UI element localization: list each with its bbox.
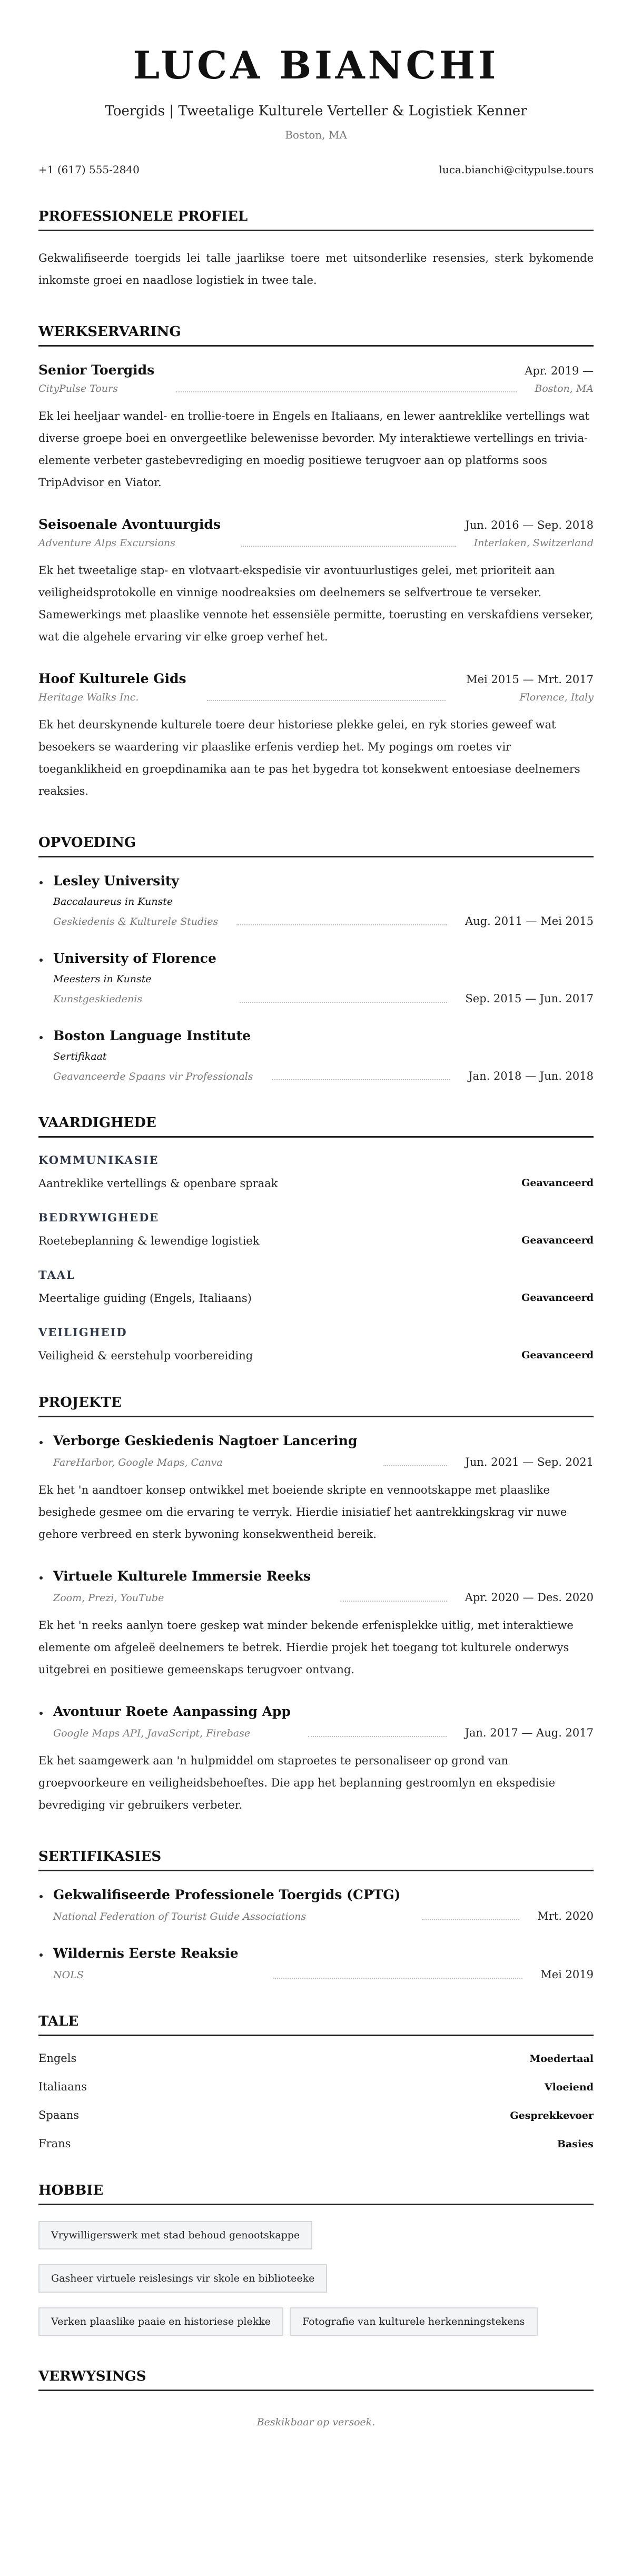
section-title: WERKSERVARING bbox=[38, 324, 594, 347]
job-title: Hoof Kulturele Gids bbox=[38, 671, 186, 686]
certification-name: Wildernis Eerste Reaksie bbox=[53, 1946, 239, 1961]
skill-group bbox=[38, 1211, 594, 1247]
project-date: Jun. 2021 — Sep. 2021 bbox=[465, 1456, 594, 1468]
job-entry bbox=[38, 671, 594, 802]
certification-entry bbox=[38, 1887, 594, 1922]
education-date: Sep. 2015 — Jun. 2017 bbox=[465, 992, 594, 1005]
language-row bbox=[38, 2052, 594, 2065]
job-entry bbox=[38, 362, 594, 494]
job-description: Ek het deurskynende kulturele toere deur historiese plekke gelei, en ryk stories geweef wat besoekers se waardering vir plaaslike erfenis verdiep het. My pogings om roetes vir toeganklikheid en groepdinamika aan te pas het bygedra tot konsekwent entoesiase deelnemers reaksies. bbox=[38, 718, 580, 797]
section-title: PROFESSIONELE PROFIEL bbox=[38, 209, 594, 231]
certification-date: Mrt. 2020 bbox=[537, 1910, 594, 1922]
language-level: Gesprekkevoer bbox=[510, 2110, 594, 2121]
certification-entry bbox=[38, 1946, 594, 1981]
project-name: Virtuele Kulturele Immersie Reeks bbox=[53, 1568, 311, 1584]
hobbies-section bbox=[38, 2183, 594, 2336]
degree: Baccalaureus in Kunste bbox=[53, 896, 173, 907]
profile-summary: Gekwalifiseerde toergids lei talle jaarlikse toere met uitsonderlike resensies, sterk bykomende inkomste groei en naadlose logistiek in twee tale. bbox=[38, 252, 594, 287]
skill-level: Geavanceerd bbox=[521, 1292, 594, 1304]
job-description: Ek lei heeljaar wandel- en trollie-toere in Engels en Italiaans, en lewer aantreklike vertellings wat diverse groepe boei en onvergeetlike belewenisse bevorder. My interaktiewe vertellings en trivia-elemente verbeter gastebevrediging en moedig positiewe terugvoer aan op platforms soos TripAdvisor en Viator. bbox=[38, 410, 589, 489]
skill-category: BEDRYWIGHEDE bbox=[38, 1211, 160, 1224]
project-entry bbox=[38, 1568, 594, 1681]
skill-category: KOMMUNIKASIE bbox=[38, 1153, 159, 1167]
contact-row bbox=[38, 163, 594, 176]
language-name: Spaans bbox=[38, 2109, 80, 2121]
project-name: Avontuur Roete Aanpassing App bbox=[53, 1704, 291, 1719]
section-title: SERTIFIKASIES bbox=[38, 1849, 594, 1871]
dotted-leader bbox=[340, 1601, 447, 1602]
skills-section bbox=[38, 1115, 594, 1362]
dotted-leader bbox=[207, 700, 446, 701]
skill-name: Roetebeplanning & lewendige logistiek bbox=[38, 1235, 260, 1247]
dotted-leader bbox=[273, 1978, 522, 1979]
skill-name: Meertalige guiding (Engels, Italiaans) bbox=[38, 1292, 252, 1305]
project-date: Apr. 2020 — Des. 2020 bbox=[465, 1591, 594, 1604]
dotted-leader bbox=[383, 1465, 448, 1466]
language-name: Engels bbox=[38, 2052, 77, 2065]
job-location: Florence, Italy bbox=[519, 692, 594, 703]
project-name: Verborge Geskiedenis Nagtoer Lancering bbox=[53, 1433, 358, 1448]
candidate-name: LUCA BIANCHI bbox=[133, 43, 499, 87]
language-name: Frans bbox=[38, 2137, 71, 2150]
section-title: VERWYSINGS bbox=[38, 2368, 594, 2391]
job-company: CityPulse Tours bbox=[38, 383, 118, 394]
references-note: Beskikbaar op versoek. bbox=[256, 2416, 376, 2428]
project-entry bbox=[38, 1433, 594, 1545]
language-level: Moedertaal bbox=[529, 2053, 594, 2065]
section-title: HOBBIE bbox=[38, 2183, 594, 2205]
project-description: Ek het 'n reeks aanlyn toere geskep wat minder bekende erfenisplekke uitlig, met interaktiewe elemente om afgeleë deelnemers te betrek. Hierdie projek het toegang tot kulturele onderwys uitgebrei en positiewe gemeenskaps terugvoer ontvang. bbox=[38, 1619, 574, 1676]
education-entry bbox=[38, 951, 594, 1005]
skill-level: Geavanceerd bbox=[521, 1349, 594, 1361]
school-name: Boston Language Institute bbox=[53, 1028, 251, 1043]
certification-date: Mei 2019 bbox=[540, 1968, 594, 1981]
projects-section bbox=[38, 1395, 594, 1816]
section-title: OPVOEDING bbox=[38, 835, 594, 857]
job-date: Apr. 2019 — bbox=[525, 364, 594, 377]
section-title: PROJEKTE bbox=[38, 1395, 594, 1417]
job-location: Boston, MA bbox=[535, 383, 594, 394]
skill-group bbox=[38, 1326, 594, 1362]
language-level: Vloeiend bbox=[544, 2081, 594, 2093]
school-name: Lesley University bbox=[53, 873, 179, 889]
education-entry bbox=[38, 1028, 594, 1082]
dotted-leader bbox=[308, 1736, 447, 1737]
skill-group bbox=[38, 1268, 594, 1305]
education-date: Aug. 2011 — Mei 2015 bbox=[465, 915, 594, 927]
job-entry bbox=[38, 517, 594, 648]
dotted-leader bbox=[236, 924, 447, 925]
certification-issuer: National Federation of Tourist Guide Associations bbox=[53, 1911, 307, 1922]
project-tools: Zoom, Prezi, YouTube bbox=[53, 1592, 164, 1604]
project-description: Ek het saamgewerk aan 'n hulpmiddel om staproetes te personaliseer op grond van groepvoorkeure en veiligheidsbehoeftes. Die app het beplanning gestroomlyn en ekspedisie bevrediging vir gebruikers verbeter. bbox=[38, 1754, 556, 1811]
field-of-study: Geskiedenis & Kulturele Studies bbox=[53, 916, 219, 927]
experience-section bbox=[38, 324, 594, 802]
references-section bbox=[38, 2368, 594, 2528]
skill-group bbox=[38, 1153, 594, 1190]
job-date: Jun. 2016 — Sep. 2018 bbox=[465, 519, 594, 531]
project-tools: FareHarbor, Google Maps, Canva bbox=[53, 1457, 223, 1468]
dotted-leader bbox=[241, 546, 456, 547]
skill-name: Veiligheid & eerstehulp voorbereiding bbox=[38, 1349, 253, 1362]
field-of-study: Geavanceerde Spaans vir Professionals bbox=[53, 1071, 253, 1082]
certifications-section bbox=[38, 1849, 594, 1981]
hobby-tag: Fotografie van kulturele herkenningstekens bbox=[290, 2307, 538, 2336]
candidate-location: Boston, MA bbox=[285, 129, 347, 141]
field-of-study: Kunstgeskiedenis bbox=[53, 993, 143, 1005]
education-section bbox=[38, 835, 594, 1082]
dotted-leader bbox=[272, 1079, 451, 1080]
candidate-tagline: Toergids | Tweetalige Kulturele Verteller & Logistiek Kenner bbox=[105, 103, 527, 119]
language-row bbox=[38, 2137, 594, 2150]
section-title: TALE bbox=[38, 2014, 594, 2036]
degree: Meesters in Kunste bbox=[53, 973, 152, 985]
skill-level: Geavanceerd bbox=[521, 1177, 594, 1189]
job-company: Heritage Walks Inc. bbox=[38, 692, 139, 703]
project-tools: Google Maps API, JavaScript, Firebase bbox=[53, 1728, 251, 1739]
education-date: Jan. 2018 — Jun. 2018 bbox=[468, 1070, 594, 1082]
certification-issuer: NOLS bbox=[53, 1969, 84, 1981]
project-entry bbox=[38, 1704, 594, 1816]
resume-header bbox=[38, 0, 594, 176]
school-name: University of Florence bbox=[53, 951, 216, 966]
job-location: Interlaken, Switzerland bbox=[473, 537, 594, 549]
phone-number: +1 (617) 555-2840 bbox=[38, 163, 140, 176]
job-title: Senior Toergids bbox=[38, 362, 155, 378]
skill-category: VEILIGHEID bbox=[38, 1326, 127, 1339]
languages-section bbox=[38, 2014, 594, 2150]
hobby-tag: Vrywilligerswerk met stad behoud genootskappe bbox=[38, 2221, 312, 2249]
skill-category: TAAL bbox=[38, 1268, 75, 1281]
language-level: Basies bbox=[557, 2138, 594, 2150]
education-entry bbox=[38, 873, 594, 927]
language-row bbox=[38, 2080, 594, 2093]
email-address: luca.bianchi@citypulse.tours bbox=[439, 163, 594, 176]
dotted-leader bbox=[240, 1002, 447, 1003]
project-date: Jan. 2017 — Aug. 2017 bbox=[465, 1726, 594, 1739]
job-date: Mei 2015 — Mrt. 2017 bbox=[466, 673, 594, 686]
hobby-tags bbox=[38, 2221, 594, 2336]
dotted-leader bbox=[422, 1919, 519, 1920]
job-description: Ek het tweetalige stap- en vlotvaart-ekspedisie vir avontuurlustiges gelei, met prioriteit aan veiligheidsprotokolle en vinnige noodreaksies om deelnemers se selfvertroue te verseker. Samewerkings met plaaslike vennote het essensiële permitte, toerusting en verskafdiens verseker, wat die algehele ervaring vir elke groep verhef het. bbox=[38, 564, 594, 643]
language-row bbox=[38, 2109, 594, 2121]
certification-name: Gekwalifiseerde Professionele Toergids (CPTG) bbox=[53, 1887, 401, 1902]
profile-section bbox=[38, 209, 594, 291]
degree: Sertifikaat bbox=[53, 1051, 107, 1062]
job-company: Adventure Alps Excursions bbox=[38, 537, 175, 549]
section-title: VAARDIGHEDE bbox=[38, 1115, 594, 1138]
project-description: Ek het 'n aandtoer konsep ontwikkel met boeiende skripte en vennootskappe met plaaslike besighede gesmee om die ervaring te verryk. Hierdie inisiatief het aantrekkingskrag vir nuwe gehore verbreed en sterk bywoning konsekwentheid bereik. bbox=[38, 1484, 567, 1541]
skill-level: Geavanceerd bbox=[521, 1235, 594, 1246]
skill-name: Aantreklike vertellings & openbare spraak bbox=[38, 1177, 278, 1190]
dotted-leader bbox=[176, 391, 517, 392]
job-title: Seisoenale Avontuurgids bbox=[38, 517, 221, 532]
hobby-tag: Gasheer virtuele reislesings vir skole en biblioteeke bbox=[38, 2264, 327, 2293]
language-name: Italiaans bbox=[38, 2080, 87, 2093]
hobby-tag: Verken plaaslike paaie en historiese plekke bbox=[38, 2307, 283, 2336]
